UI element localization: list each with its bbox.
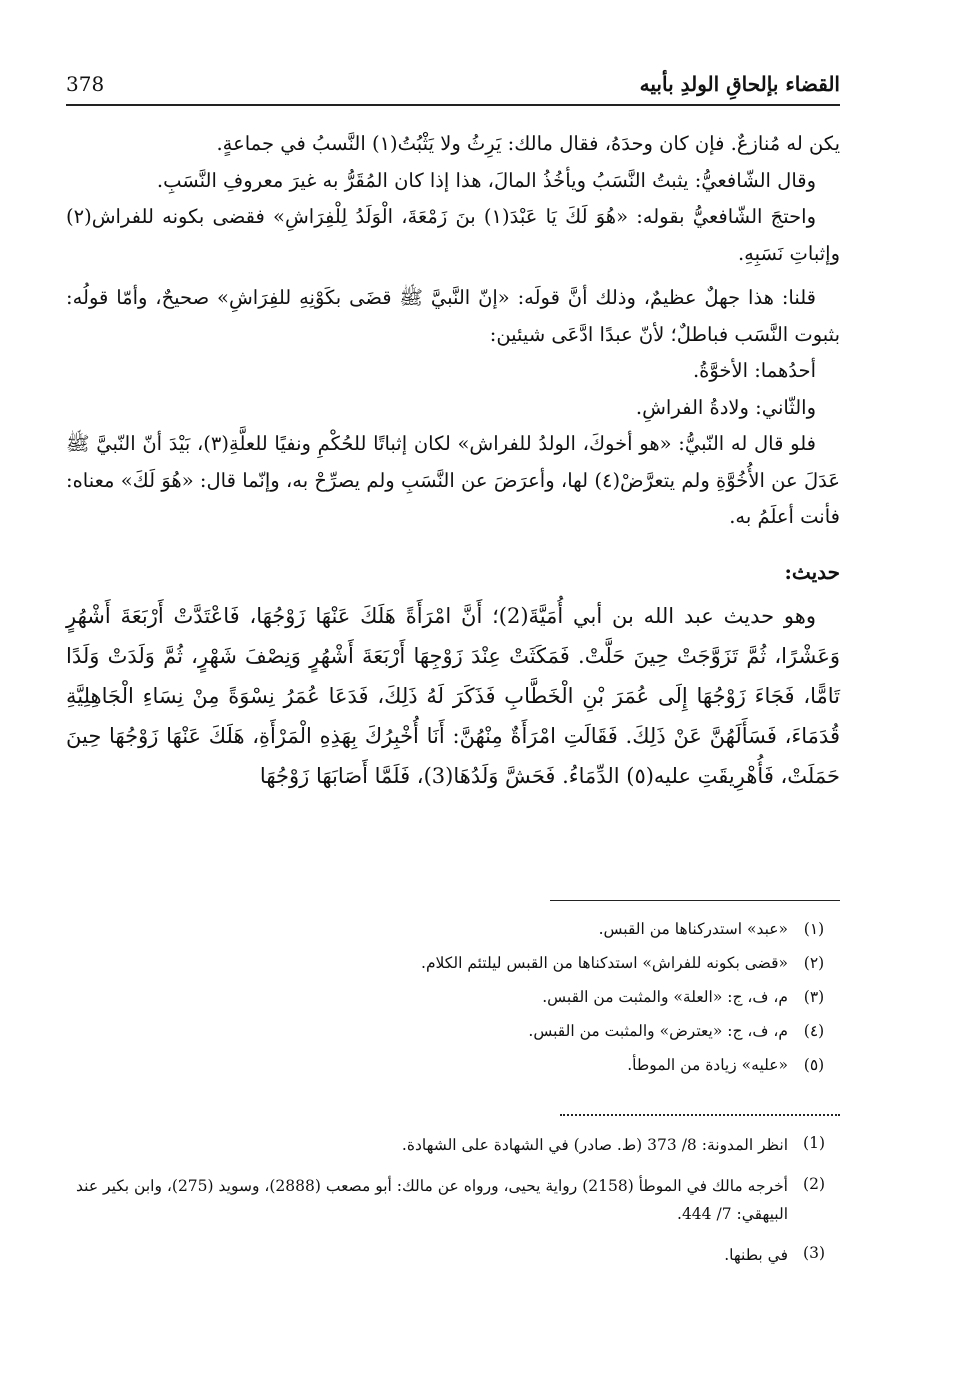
footnote — [66, 912, 840, 946]
footnote-number: (٤) — [803, 1022, 825, 1040]
footnote-number: (2) — [803, 1175, 825, 1193]
section-heading: حديث: — [784, 559, 840, 584]
verifier-footnotes — [66, 1128, 840, 1279]
footnote — [66, 1238, 840, 1269]
running-title: القضاء بإلحاقِ الولدِ بأبيه — [639, 72, 840, 96]
footnote-text: م، ف، ج: «العلة» والمثبت من القبس. — [542, 988, 788, 1006]
footnote-text: «قضى بكونه للفراش» استدكناها من القبس ليلتئم الكلام. — [421, 954, 788, 972]
footnote-number: (١) — [803, 920, 825, 938]
paragraph: قلنا: هذا جهلٌ عظيمٌ، وذلك أنَّ قولَه: «إنّ النَّبيَّ ﷺ قضَى بكَوْنِهِ للفِرَاشِ» صحيحٌ، وأمّا قولُه: بثبوت النَّسَب فباطلٌ؛ لأنّ عبدًا ادَّعَى شيئين: — [66, 286, 840, 346]
footnote — [66, 1128, 840, 1159]
footnote-number: (3) — [803, 1244, 825, 1262]
footnote-number: (٣) — [803, 988, 825, 1006]
paragraph: يكن له مُنازعٌ. فإن كان وحدَهُ، فقال مالك: يَرِثُ ولا يَثْبُتُ(١) النَّسبُ في جماعةٍ. — [216, 132, 840, 155]
footnote — [66, 946, 840, 980]
footnote-text: م، ف، ج: «يعترض» والمثبت من القبس. — [528, 1022, 788, 1040]
footnote-text: أخرجه مالك في الموطأ (2158) رواية يحيى، ورواه عن مالك: أبو مصعب (2888)، وسويد (275)، وابن بكير عند البيهقي: 7/ 444. — [76, 1177, 788, 1223]
footnote-text: في بطنها. — [724, 1246, 788, 1264]
footnote-number: (٥) — [803, 1056, 825, 1074]
dotted-divider — [560, 1114, 840, 1116]
footnote — [66, 1014, 840, 1048]
paragraph: أحدُهما: الأخوَّةُ. — [692, 359, 816, 382]
footnote-number: (٢) — [803, 954, 825, 972]
editor-footnotes — [66, 912, 840, 1082]
paragraph: وقال الشّافعيُّ: يثبتُ النَّسَبُ ويأخُذُ المالَ، هذا إذا كان المُقَرُّ به غيرَ معروفِ النَّسَبِ. — [156, 168, 816, 192]
page-number: 378 — [66, 72, 105, 96]
footnote — [66, 980, 840, 1014]
footnote-text: «عبد» استدركناها من القبس. — [598, 920, 788, 938]
hadith-paragraph: وهو حديث عبد الله بن أبي أُمَيَّةَ(2)؛ أَنَّ امْرَأَةً هَلَكَ عَنْهَا زَوْجُهَا، فَاعْتَدَّتْ أَرْبَعَةَ أَشْهُرٍ وَعَشْرًا، ثُمَّ تَزَوَّجَتْ حِينَ حَلَّتْ. فَمَكَثَتْ عِنْدَ زَوْجِهَا أَرْبَعَةَ أَشْهُرٍ وَنِصْفَ شَهْرٍ، ثُمَّ وَلَدَتْ وَلَدًا تَامًّا، فَجَاءَ زَوْجُهَا إِلَى عُمَرَ بْنِ الْخَطَّابِ فَذَكَرَ لَهُ ذَلِكَ، فَدَعَا عُمَرُ نِسْوَةً مِنْ نِسَاءِ الْجَاهِلِيَّةِ قُدَمَاءَ، فَسَأَلَهُنَّ عَنْ ذَلِكَ. فَقَالَتِ امْرَأَةٌ مِنْهُنَّ: أَنَا أُخْبِرُكَ بِهَذِهِ الْمَرْأَةِ، هَلَكَ عَنْهَا زَوْجُهَا حِينَ حَمَلَتْ، فَأُهْرِيقَتِ عليه(٥) الدِّمَاءُ. فَحَشَّ وَلَدُهَا(3)، فَلَمَّا أَصَابَهَا زَوْجُهَا — [66, 604, 840, 788]
paragraph: والثّاني: ولادةُ الفراشِ. — [635, 395, 816, 419]
footnote-number: (1) — [803, 1134, 825, 1152]
page-header — [66, 70, 840, 106]
footnote — [66, 1169, 840, 1228]
footnote-text: «عليه» زيادة من الموطأ. — [627, 1056, 788, 1074]
paragraph: فلو قال له النّبيُّ: «هو أخوكَ، الولدُ للفراش» لكان إثباتًا للحُكْمِ ونفيًا للعلَّةِ(٣)، بَيْدَ أنّ النّبيَّ ﷺ عَدَلَ عن الأُخُوَّةِ ولم يتعرَّضْ(٤) لها، وأعرَضَ عن النَّسَبِ ولم يصرِّحْ به، وإنّما قال: «هُوَ لَكَ» معناه: فأنت أعلَمُ به. — [66, 432, 840, 528]
main-text — [66, 126, 840, 796]
footnote-divider — [550, 900, 840, 901]
footnote — [66, 1048, 840, 1082]
paragraph: واحتجَ الشّافعيُّ بقوله: «هُوَ لَكَ يَا عَبْدَ(١) بنَ زَمْعَةَ، الْوَلَدُ لِلْفِرَاشِ» فقضى بكونه للفراش(٢) وإثباتِ نَسَبِهِ. — [66, 205, 840, 265]
footnote-text: انظر المدونة: 8/ 373 (ط. صادر) في الشهادة على الشهادة. — [401, 1136, 788, 1154]
